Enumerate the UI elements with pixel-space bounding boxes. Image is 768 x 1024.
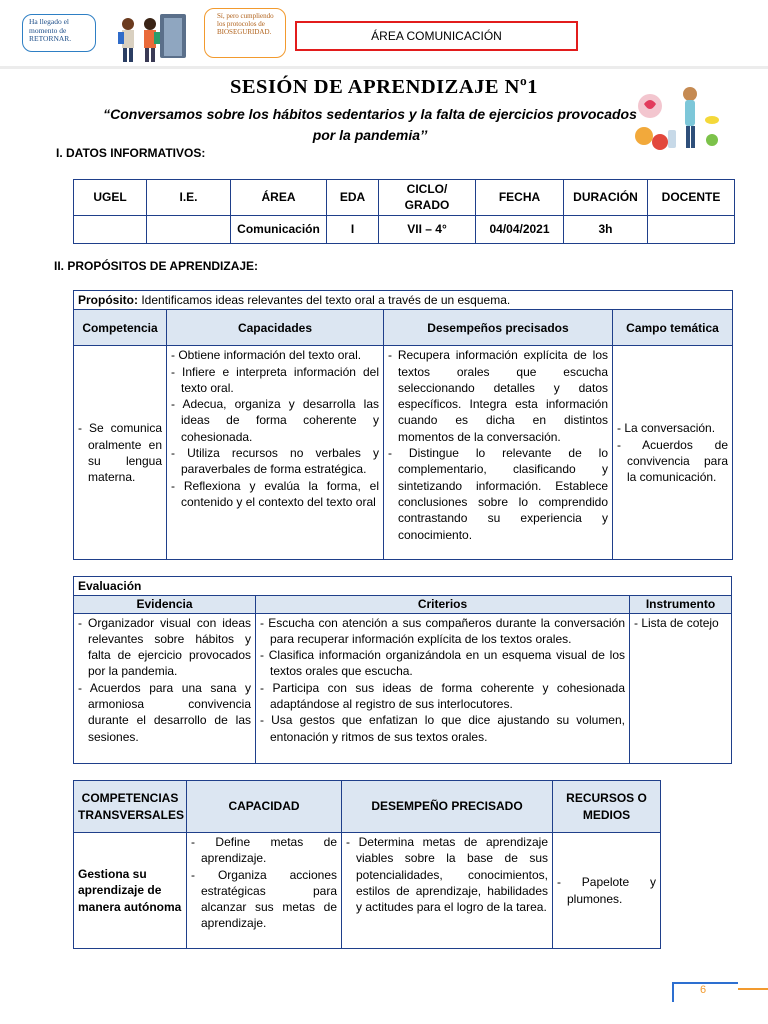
criterio-item: - Escucha con atención a sus compañeros durante la conversación para recuperar información explícita de los textos orales. xyxy=(260,615,625,646)
capacidad-item: - Infiere e interpreta información del texto oral. xyxy=(171,364,379,395)
evidencia-cell xyxy=(74,613,256,763)
header-competencia: Competencia xyxy=(74,310,167,346)
instrumento-cell xyxy=(630,613,732,763)
header-criterios: Criterios xyxy=(256,596,630,613)
cell-fecha: 04/04/2021 xyxy=(476,215,564,243)
desempeno-item: - Recupera información explícita de los textos orales que escucha seleccionando detalles y datos específicos. Integra esta información cuando es dicha en distintos momentos de la conversación. xyxy=(388,348,608,444)
desempeno-item: - Distingue lo relevante de lo complementario, clasificando y sintetizando información. Establece conclusiones sobre lo comprendido contrastando su experiencia y conocimiento. xyxy=(388,446,608,542)
cell-eda: I xyxy=(327,215,379,243)
header-capacidades: Capacidades xyxy=(167,310,384,346)
header-divider xyxy=(0,66,768,69)
page-number: 6 xyxy=(700,984,707,996)
header-fecha: FECHA xyxy=(476,180,564,216)
campo-cell xyxy=(613,346,733,560)
header-ugel: UGEL xyxy=(74,180,147,216)
transversal-desempeno-item: - Determina metas de aprendizaje viables sobre la base de sus potencialidades, conocimientos, estilos de aprendizaje, habilidades y actitudes para el logro de la tarea. xyxy=(346,835,548,915)
header-competencias-transversales: COMPETENCIAS TRANSVERSALES xyxy=(74,781,187,833)
header-area: ÁREA xyxy=(231,180,327,216)
students-illustration xyxy=(98,10,198,66)
section-datos-heading: I. DATOS INFORMATIVOS: xyxy=(56,146,206,160)
session-title: SESIÓN DE APRENDIZAJE Nº1 xyxy=(229,76,539,98)
desempenos-cell xyxy=(384,346,613,560)
criterios-cell xyxy=(256,613,630,763)
evaluacion-label: Evaluación xyxy=(74,577,732,596)
speech-bubble-left: Ha llegado el momento de RETORNAR. xyxy=(22,14,96,52)
cell-ciclo-grado: VII – 4° xyxy=(379,215,476,243)
criterio-item: - Usa gestos que enfatizan lo que dice ajustando su volumen, entonación y ritmos de sus textos orales. xyxy=(260,713,625,744)
header-desempenos: Desempeños precisados xyxy=(384,310,613,346)
header-ie: I.E. xyxy=(147,180,231,216)
header-eda: EDA xyxy=(327,180,379,216)
header-desempeno-precisado: DESEMPEÑO PRECISADO xyxy=(342,781,553,833)
capacidad-item: - Adecua, organiza y desarrolla las ideas de forma coherente y cohesionada. xyxy=(171,397,379,444)
criterio-item: - Participa con sus ideas de forma coherente y cohesionada adaptándose al registro de sus interlocutores. xyxy=(260,680,625,712)
campo-item: - Acuerdos de convivencia para la comunicación. xyxy=(617,437,729,485)
transversal-capacidad-item: - Organiza acciones estratégicas para alcanzar sus metas de aprendizaje. xyxy=(191,867,337,931)
criterio-item: - Clasifica información organizándola en un esquema visual de los textos orales que escucha. xyxy=(260,648,625,679)
transversal-recursos-cell xyxy=(553,833,661,949)
cell-duracion: 3h xyxy=(564,215,648,243)
header-capacidad: CAPACIDAD xyxy=(187,781,342,833)
capacidad-item: - Reflexiona y evalúa la forma, el contenido y el contexto del texto oral xyxy=(171,478,379,509)
cell-ugel xyxy=(74,215,147,243)
transversal-competencia: Gestiona su aprendizaje de manera autónoma xyxy=(74,833,187,949)
header-instrumento: Instrumento xyxy=(630,596,732,613)
header-ciclo-grado: CICLO/ GRADO xyxy=(379,180,476,216)
healthy-lifestyle-illustration xyxy=(630,80,722,156)
proposito-text: Identificamos ideas relevantes del texto oral a través de un esquema. xyxy=(138,293,511,307)
campo-item: - La conversación. xyxy=(617,421,716,436)
cell-docente xyxy=(648,215,735,243)
transversal-table xyxy=(73,780,661,949)
page-ornament xyxy=(738,988,768,990)
capacidad-item: - Utiliza recursos no verbales y paraverbales de forma estratégica. xyxy=(171,446,379,477)
area-title-box: ÁREA COMUNICACIÓN xyxy=(295,21,578,51)
speech-bubble-right: Sí, pero cumpliendo los protocolos de BIOSEGURIDAD. xyxy=(204,8,286,58)
instrumento-item: - Lista de cotejo xyxy=(634,615,719,630)
header-duracion: DURACIÓN xyxy=(564,180,648,216)
capacidades-cell xyxy=(167,346,384,560)
transversal-capacidad-cell xyxy=(187,833,342,949)
datos-table xyxy=(73,179,735,244)
evidencia-item: - Acuerdos para una sana y armoniosa convivencia durante el desarrollo de las sesiones. xyxy=(78,680,251,744)
cell-ie xyxy=(147,215,231,243)
header-docente: DOCENTE xyxy=(648,180,735,216)
competencia-item: - Se comunica oralmente en su lengua materna. xyxy=(78,421,162,485)
transversal-recursos-item: - Papelote y plumones. xyxy=(557,875,656,906)
proposito-row xyxy=(74,291,733,310)
header-recursos-medios: RECURSOS O MEDIOS xyxy=(553,781,661,833)
transversal-capacidad-item: - Define metas de aprendizaje. xyxy=(191,835,337,866)
header-campo-tematica: Campo temática xyxy=(613,310,733,346)
competencia-cell xyxy=(74,346,167,560)
capacidad-item: - Obtiene información del texto oral. xyxy=(171,348,362,363)
evidencia-item: - Organizador visual con ideas relevantes sobre hábitos y falta de ejercicio provocados por la pandemia. xyxy=(78,615,251,679)
session-subtitle: “Conversamos sobre los hábitos sedentarios y la falta de ejercicios provocados por la pandemia’’ xyxy=(103,106,637,143)
evaluacion-table xyxy=(73,576,732,764)
transversal-desempeno-cell xyxy=(342,833,553,949)
proposito-label: Propósito: xyxy=(78,293,138,307)
cell-area: Comunicación xyxy=(231,215,327,243)
header-evidencia: Evidencia xyxy=(74,596,256,613)
section-propositos-heading: II. PROPÓSITOS DE APRENDIZAJE: xyxy=(54,259,259,273)
proposito-table xyxy=(73,290,733,560)
